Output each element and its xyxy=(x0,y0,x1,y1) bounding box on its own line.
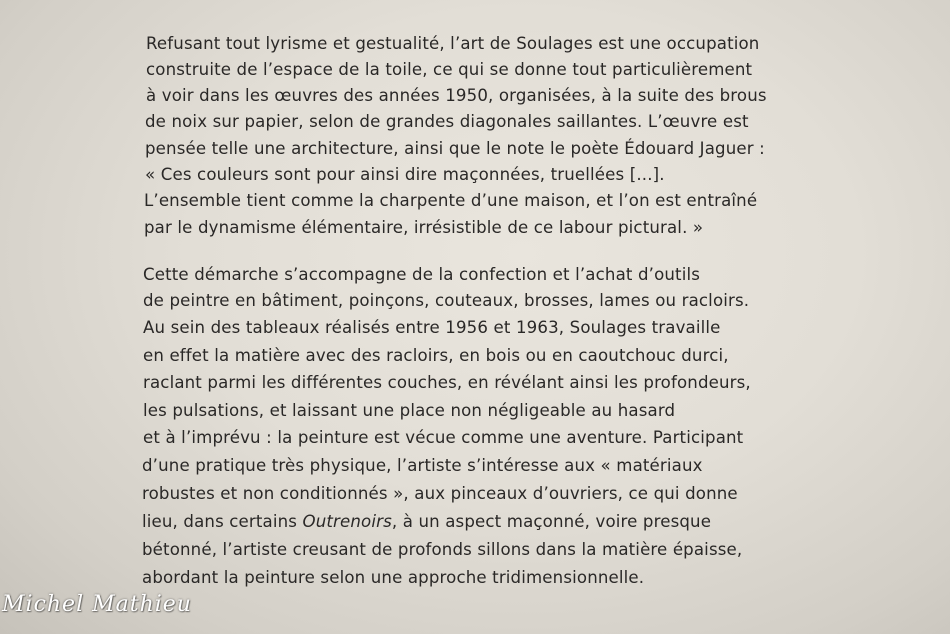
text-line: en effet la matière avec des racloirs, en bois ou en caoutchouc durci, xyxy=(143,346,729,365)
text-line xyxy=(142,512,711,532)
text-line: à voir dans les œuvres des années 1950, organisées, à la suite des brous xyxy=(146,86,767,105)
text-run: , à un aspect maçonné, voire presque xyxy=(391,512,712,531)
text-line: Refusant tout lyrisme et gestualité, l’art de Soulages est une occupation xyxy=(146,34,760,53)
text-line: d’une pratique très physique, l’artiste s’intéresse aux « matériaux xyxy=(142,456,703,475)
text-line: Au sein des tableaux réalisés entre 1956 et 1963, Soulages travaille xyxy=(143,318,721,337)
text-line: pensée telle une architecture, ainsi que le note le poète Édouard Jaguer : xyxy=(145,139,765,158)
text-line: par le dynamisme élémentaire, irrésistible de ce labour pictural. » xyxy=(144,218,704,237)
artwork-title: Outrenoirs xyxy=(302,512,392,531)
text-line: L’ensemble tient comme la charpente d’une maison, et l’on est entraîné xyxy=(144,191,758,210)
text-line: robustes et non conditionnés », aux pinceaux d’ouvriers, ce qui donne xyxy=(142,484,738,503)
text-line: « Ces couleurs sont pour ainsi dire maçonnées, truellées [...]. xyxy=(145,165,665,184)
text-line: Cette démarche s’accompagne de la confection et l’achat d’outils xyxy=(143,265,701,284)
text-run: lieu, dans certains xyxy=(142,512,303,531)
text-line: abordant la peinture selon une approche tridimensionnelle. xyxy=(142,568,645,587)
text-line: de noix sur papier, selon de grandes diagonales saillantes. L’œuvre est xyxy=(145,112,749,131)
text-line: bétonné, l’artiste creusant de profonds sillons dans la matière épaisse, xyxy=(142,540,743,559)
text-line: raclant parmi les différentes couches, en révélant ainsi les profondeurs, xyxy=(143,373,751,392)
text-line: les pulsations, et laissant une place non négligeable au hasard xyxy=(143,401,676,420)
text-line: construite de l’espace de la toile, ce qui se donne tout particulièrement xyxy=(146,60,753,79)
text-line: de peintre en bâtiment, poinçons, couteaux, brosses, lames ou racloirs. xyxy=(143,291,750,310)
text-line: et à l’imprévu : la peinture est vécue comme une aventure. Participant xyxy=(143,428,744,447)
photographer-watermark: Michel Mathieu xyxy=(2,592,192,617)
